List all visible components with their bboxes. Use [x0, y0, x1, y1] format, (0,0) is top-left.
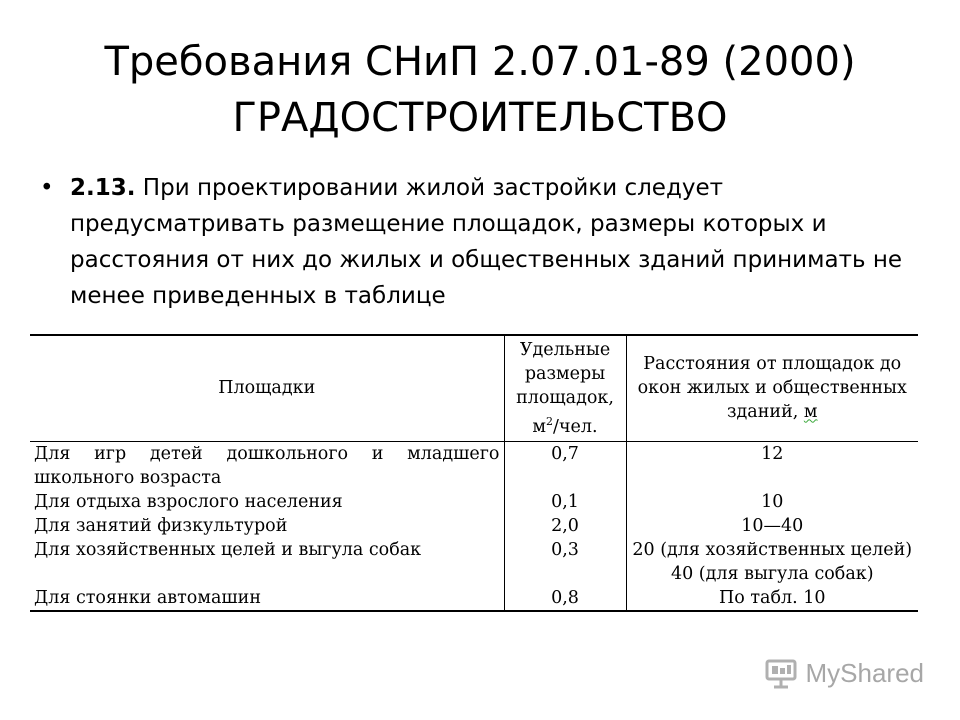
clause-number: 2.13. [70, 175, 136, 201]
row-name: Для игр детей дошкольного и младшего школьного возраста [34, 443, 500, 488]
table-row [30, 441, 918, 490]
table-row [30, 490, 918, 514]
row-size: 0,3 [504, 538, 626, 586]
header-distance: Расстояния от площадок до окон жилых и общественных зданий, м [626, 335, 918, 441]
requirements-table-wrapper [30, 334, 918, 612]
row-name: Для стоянки автомашин [30, 586, 504, 611]
row-size: 0,7 [504, 441, 626, 490]
watermark [764, 656, 925, 690]
row-distance: 10 [626, 490, 918, 514]
bullet-paragraph [40, 170, 930, 314]
row-size: 0,1 [504, 490, 626, 514]
requirements-table [30, 334, 918, 612]
row-distance: 12 [626, 441, 918, 490]
row-distance: 10—40 [626, 514, 918, 538]
row-distance: 20 (для хозяйственных целей) 40 (для выгула собак) [626, 538, 918, 586]
title-line-2: ГРАДОСТРОИТЕЛЬСТВО [232, 95, 728, 141]
row-size: 0,8 [504, 586, 626, 611]
watermark-text: MyShared [805, 657, 924, 688]
presentation-board-icon [764, 656, 798, 690]
row-name: Для хозяйственных целей и выгула собак [34, 539, 422, 560]
table-row [30, 586, 918, 611]
row-name: Для отдыха взрослого населения [34, 491, 343, 512]
bullet-dot-icon: • [40, 175, 54, 201]
row-name: Для занятий физкультурой [34, 515, 288, 536]
table-row [30, 514, 918, 538]
clause-text: При проектировании жилой застройки следует предусматривать размещение площадок, размеры которых и расстояния от них до жилых и общественных зданий принимать не менее приведенных в таблице [70, 175, 903, 309]
bullet-text-block [70, 170, 930, 314]
row-distance: По табл. 10 [626, 586, 918, 611]
table-row [30, 538, 918, 586]
row-size: 2,0 [504, 514, 626, 538]
title-line-1: Требования СНиП 2.07.01-89 (2000) [104, 39, 856, 85]
header-playgrounds: Площадки [30, 335, 504, 441]
slide-title [40, 34, 920, 146]
table-header-row [30, 335, 918, 441]
header-specific-size: Удельные размеры площадок, $м^2$/чел. [504, 335, 626, 441]
